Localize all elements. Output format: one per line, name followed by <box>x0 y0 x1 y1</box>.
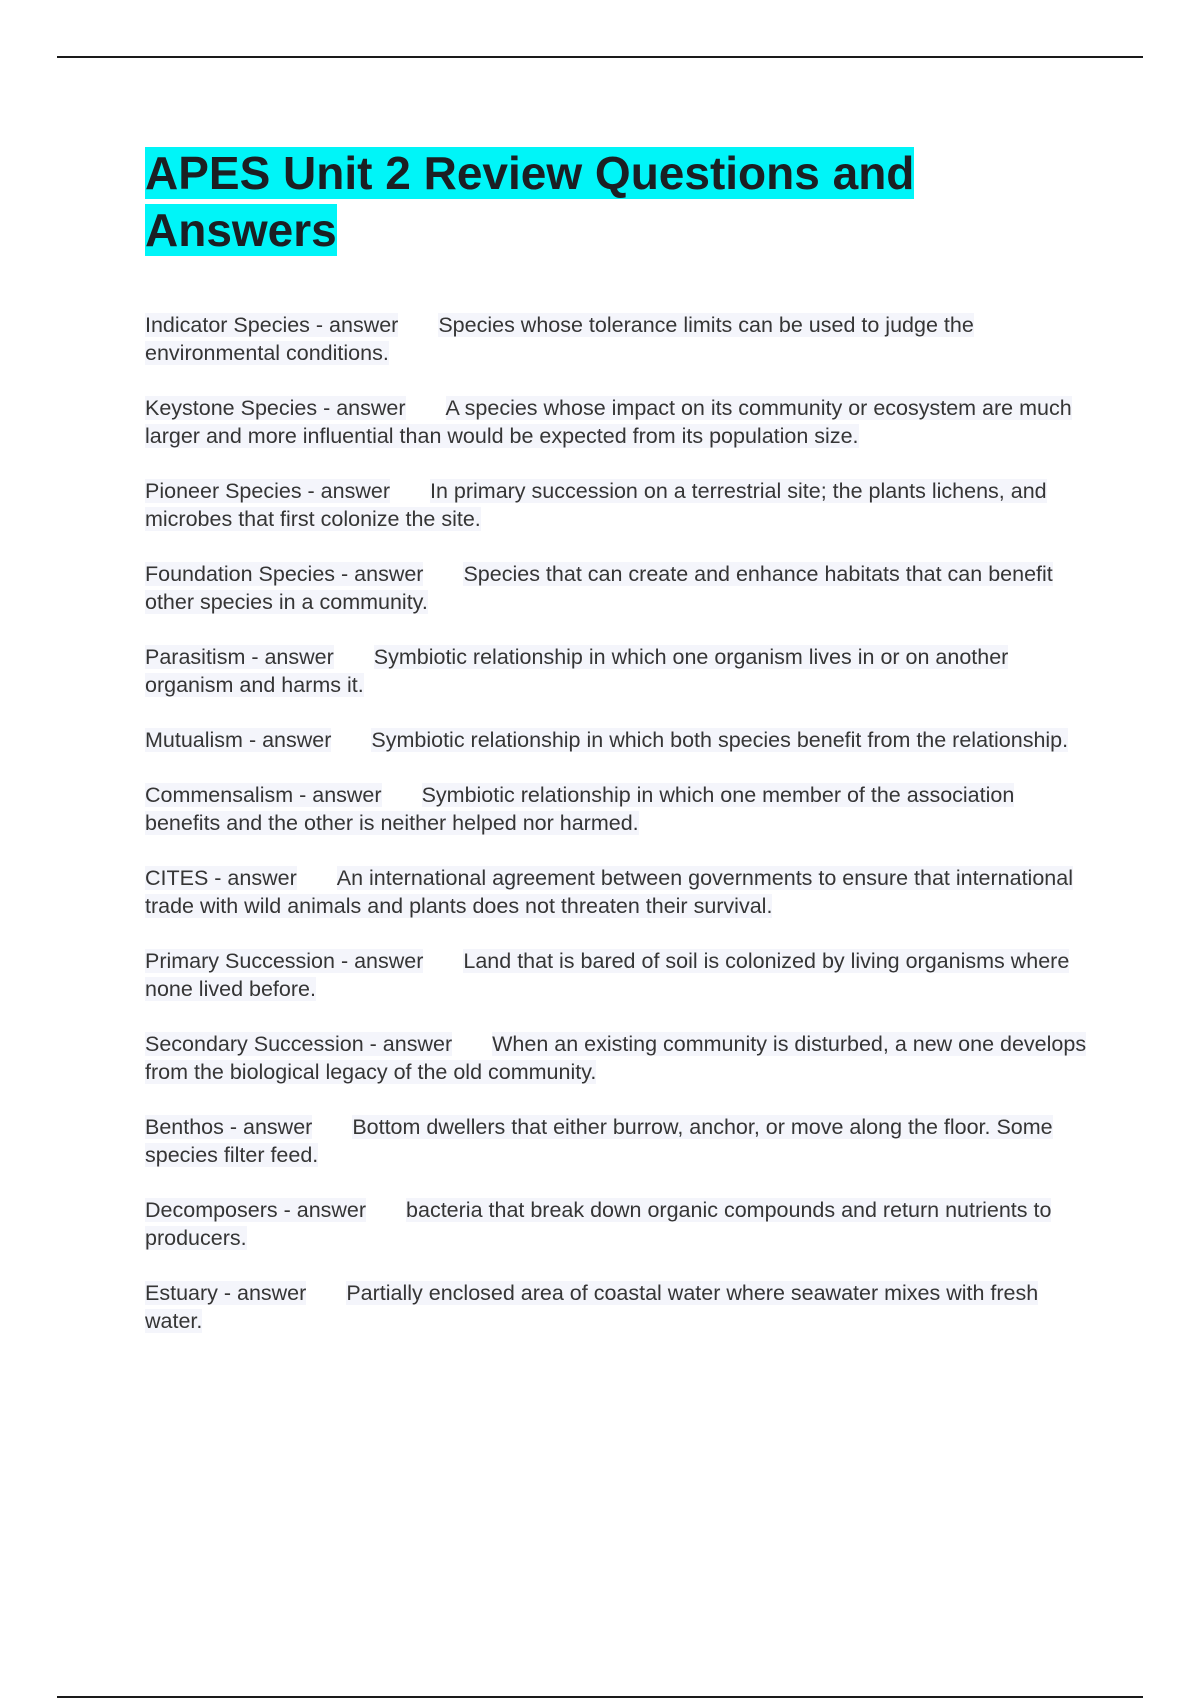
qa-answer: Species that can create and enhance habitats that can benefit other species in a community. <box>145 562 1053 614</box>
qa-answer: Land that is bared of soil is colonized by living organisms where none lived before. <box>145 949 1070 1001</box>
qa-answer: Symbiotic relationship in which one organism lives in or on another organism and harms it. <box>145 645 1009 697</box>
qa-answer: Species whose tolerance limits can be used to judge the environmental conditions. <box>145 313 974 365</box>
qa-item <box>145 1030 1095 1086</box>
qa-term: Foundation Species - answer <box>145 562 424 586</box>
qa-answer: A species whose impact on its community or ecosystem are much larger and more influential than would be expected from its population size. <box>145 396 1072 448</box>
qa-term: Mutualism - answer <box>145 728 332 752</box>
qa-term: Primary Succession - answer <box>145 949 424 973</box>
footer-rule <box>57 1696 1143 1698</box>
qa-item <box>145 1113 1095 1169</box>
qa-answer: bacteria that break down organic compounds and return nutrients to producers. <box>145 1198 1052 1250</box>
qa-list <box>145 311 1095 1335</box>
qa-term: Parasitism - answer <box>145 645 334 669</box>
qa-item <box>145 477 1095 533</box>
qa-item <box>145 311 1095 367</box>
header-rule <box>57 56 1143 58</box>
qa-answer: When an existing community is disturbed, a new one develops from the biological legacy of the old community. <box>145 1032 1087 1084</box>
qa-answer: Symbiotic relationship in which one member of the association benefits and the other is neither helped nor harmed. <box>145 783 1015 835</box>
qa-answer: In primary succession on a terrestrial site; the plants lichens, and microbes that first colonize the site. <box>145 479 1047 531</box>
qa-term: Keystone Species - answer <box>145 396 406 420</box>
qa-item <box>145 1279 1095 1335</box>
qa-item <box>145 726 1095 754</box>
qa-term: CITES - answer <box>145 866 297 890</box>
qa-term: Secondary Succession - answer <box>145 1032 453 1056</box>
qa-item <box>145 643 1095 699</box>
qa-item <box>145 864 1095 920</box>
qa-item <box>145 947 1095 1003</box>
qa-term: Indicator Species - answer <box>145 313 399 337</box>
qa-item <box>145 1196 1095 1252</box>
qa-term: Commensalism - answer <box>145 783 382 807</box>
qa-answer: Bottom dwellers that either burrow, anchor, or move along the floor. Some species filter feed. <box>145 1115 1053 1167</box>
qa-answer: Partially enclosed area of coastal water where seawater mixes with fresh water. <box>145 1281 1039 1333</box>
qa-item <box>145 560 1095 616</box>
qa-answer: Symbiotic relationship in which both species benefit from the relationship. <box>371 728 1069 752</box>
qa-term: Estuary - answer <box>145 1281 307 1305</box>
qa-answer: An international agreement between governments to ensure that international trade with wild animals and plants does not threaten their survival. <box>145 866 1073 918</box>
document-title <box>145 145 1095 259</box>
document-body <box>145 145 1095 1362</box>
qa-term: Pioneer Species - answer <box>145 479 390 503</box>
qa-item <box>145 781 1095 837</box>
qa-term: Decomposers - answer <box>145 1198 367 1222</box>
document-title-text: APES Unit 2 Review Questions and Answers <box>145 147 915 256</box>
qa-term: Benthos - answer <box>145 1115 313 1139</box>
qa-item <box>145 394 1095 450</box>
